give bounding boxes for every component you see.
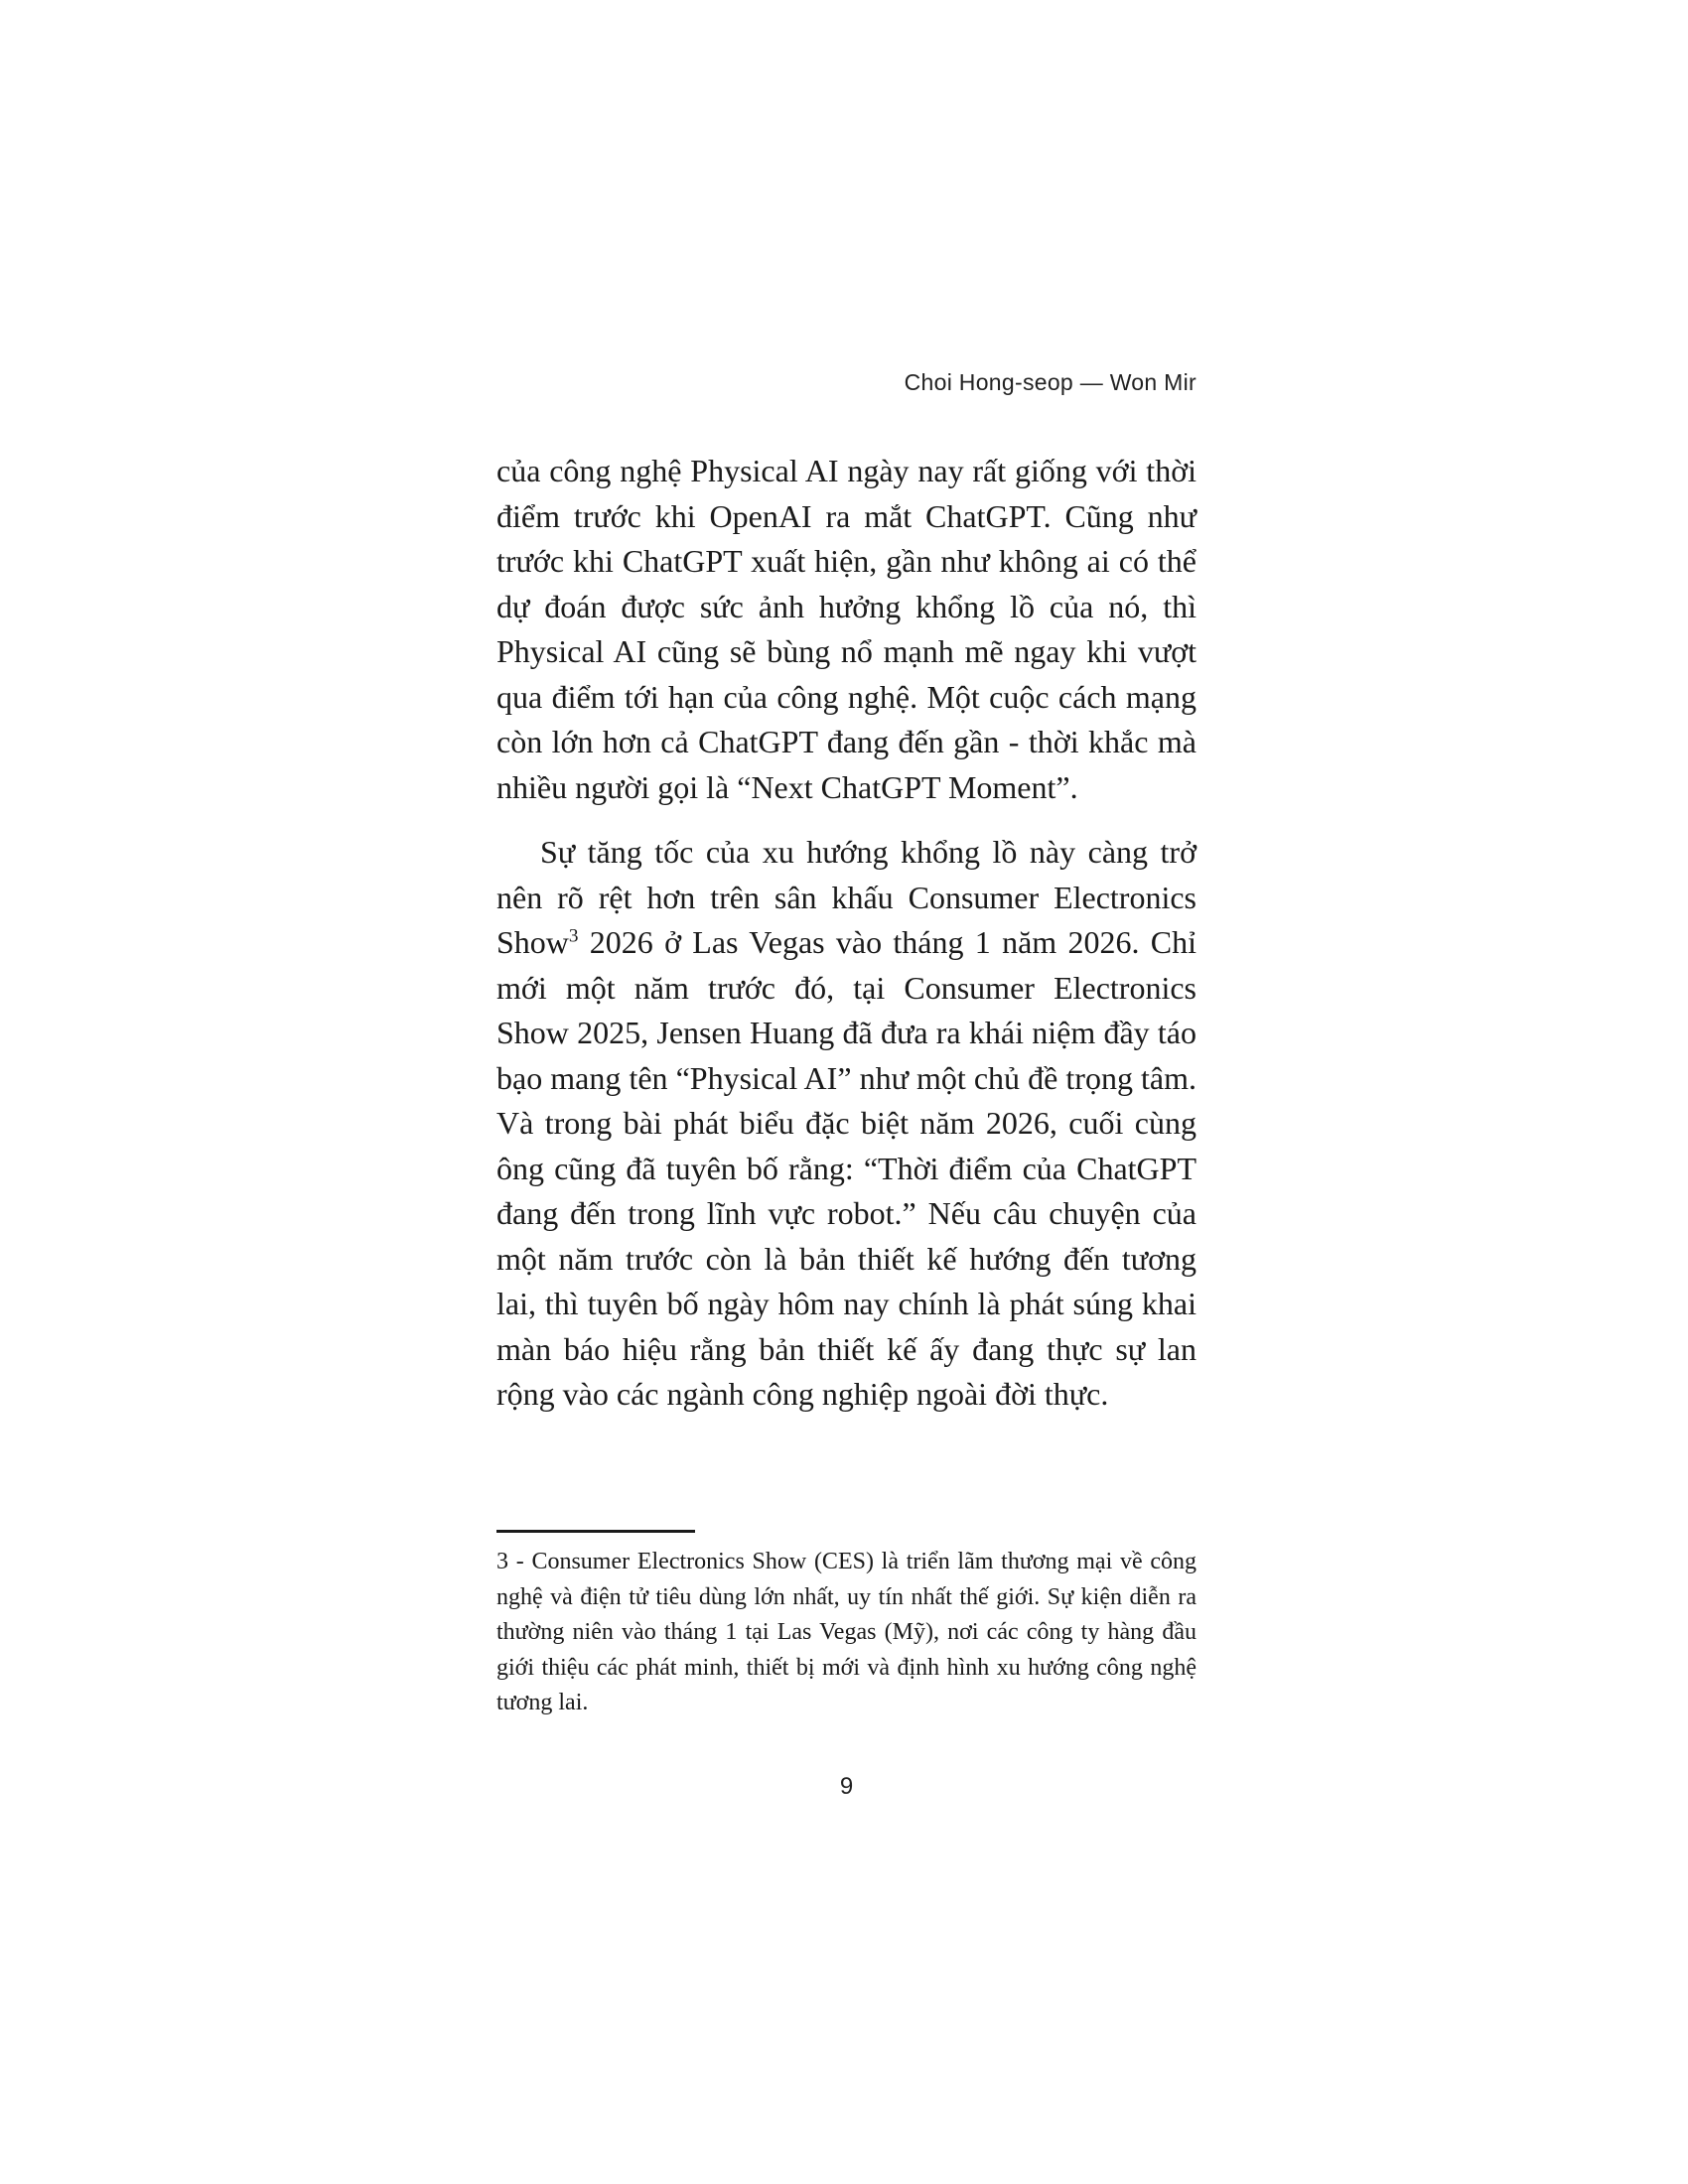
paragraph-2 bbox=[496, 830, 1196, 1418]
running-header: Choi Hong-seop — Won Mir bbox=[904, 369, 1196, 395]
footnote bbox=[496, 1545, 1196, 1721]
paragraph-2-text-after-note: 2026 ở Las Vegas vào tháng 1 năm 2026. Chỉ mới một năm trước đó, tại Consumer Electronics Show 2025, Jensen Huang đã đưa ra khái niệm đầy táo bạo mang tên “Physical AI” như một chủ đề trọng tâm. Và trong bài phát biểu đặc biệt năm 2026, cuối cùng ông cũng đã tuyên bố rằng: “Thời điểm của ChatGPT đang đến trong lĩnh vực robot.” Nếu câu chuyện của một năm trước còn là bản thiết kế hướng đến tương lai, thì tuyên bố ngày hôm nay chính là phát súng khai màn báo hiệu rằng bản thiết kế ấy đang thực sự lan rộng vào các ngành công nghiệp ngoài đời thực. bbox=[496, 924, 1196, 1412]
paragraph-1: của công nghệ Physical AI ngày nay rất giống với thời điểm trước khi OpenAI ra mắt ChatGPT. Cũng như trước khi ChatGPT xuất hiện, gần như không ai có thể dự đoán được sức ảnh hưởng khổng lồ của nó, thì Physical AI cũng sẽ bùng nổ mạnh mẽ ngay khi vượt qua điểm tới hạn của công nghệ. Một cuộc cách mạng còn lớn hơn cả ChatGPT đang đến gần - thời khắc mà nhiều người gọi là “Next ChatGPT Moment”. bbox=[496, 453, 1196, 805]
page-number: 9 bbox=[839, 1773, 854, 1800]
footnote-reference: 3 bbox=[568, 925, 579, 947]
paragraph-2-text-before-note: Sự tăng tốc của xu hướng khổng lồ này càng trở nên rõ rệt hơn trên sân khấu Consumer Electronics Show bbox=[496, 834, 1196, 960]
footnote-text: 3 - Consumer Electronics Show (CES) là triển lãm thương mại về công nghệ và điện tử tiêu dùng lớn nhất, uy tín nhất thế giới. Sự kiện diễn ra thường niên vào tháng 1 tại Las Vegas (Mỹ), nơi các công ty hàng đầu giới thiệu các phát minh, thiết bị mới và định hình xu hướng công nghệ tương lai. bbox=[496, 1549, 1196, 1715]
body-text bbox=[496, 449, 1196, 1418]
footnote-divider bbox=[496, 1530, 695, 1533]
